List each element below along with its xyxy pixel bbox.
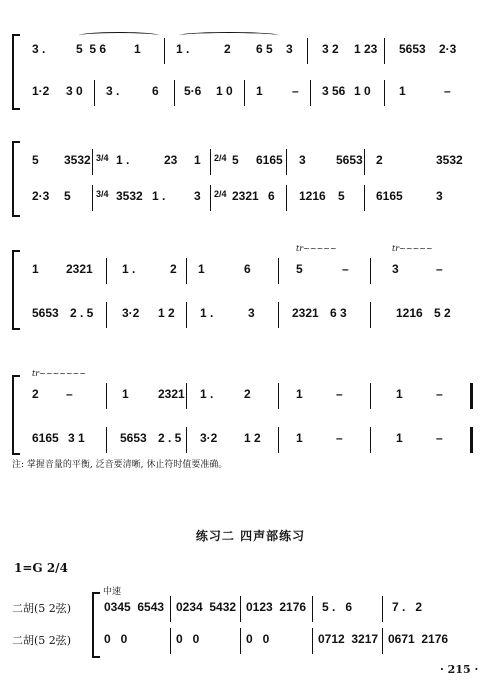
barline	[244, 80, 245, 106]
note: 3532	[116, 189, 143, 203]
note: 5	[32, 153, 39, 167]
note: 2321	[158, 387, 185, 401]
staff-bottom	[24, 80, 481, 106]
note: 1	[399, 84, 406, 98]
note: 6165	[256, 153, 283, 167]
note: 1 .	[122, 262, 136, 276]
note: 3·2	[122, 306, 140, 320]
system-brace	[12, 375, 20, 455]
barline	[370, 427, 371, 453]
note: 2	[376, 153, 383, 167]
note: 5 2	[434, 306, 451, 320]
time-signature: 3/4	[96, 153, 109, 163]
note: 6 5	[256, 42, 273, 56]
measure: 0671 2176	[388, 632, 449, 646]
measure: 0234 5432	[176, 600, 237, 614]
note: 2 . 5	[158, 431, 182, 445]
note: 2	[32, 387, 39, 401]
measure: 7 . 2	[392, 600, 423, 614]
note: 2·3	[32, 189, 50, 203]
note: 6	[244, 262, 251, 276]
trill-mark: tr~~~~~~~	[32, 369, 86, 378]
barline	[106, 427, 107, 453]
barline	[286, 185, 287, 211]
note: 5	[232, 153, 239, 167]
note: 1	[296, 431, 303, 445]
note: 5·6	[184, 84, 202, 98]
note: –	[444, 84, 451, 98]
note: 23	[164, 153, 178, 167]
exercise-title: 练习二 四声部练习	[195, 529, 306, 543]
note: 2321	[232, 189, 259, 203]
barline	[384, 38, 385, 64]
note: 5	[296, 262, 303, 276]
note: 1 2	[158, 306, 175, 320]
barline	[370, 258, 371, 284]
key-signature: 1=G 2/4	[14, 561, 68, 575]
barline	[278, 302, 279, 328]
note: 1216	[299, 189, 326, 203]
barline	[310, 80, 311, 106]
note: –	[436, 431, 443, 445]
note: 2	[224, 42, 231, 56]
note: 3 .	[32, 42, 46, 56]
note: 3 .	[106, 84, 120, 98]
note: 2	[244, 387, 251, 401]
note: –	[436, 387, 443, 401]
note: 1 .	[200, 387, 214, 401]
note: 1	[256, 84, 263, 98]
note: 1 .	[152, 189, 166, 203]
note: 3	[299, 153, 306, 167]
barline	[312, 596, 313, 622]
barline	[210, 185, 211, 211]
note: 1	[122, 387, 129, 401]
final-barline	[470, 427, 473, 453]
note: 5 5 6	[76, 42, 107, 56]
note: 1	[396, 387, 403, 401]
note: 3 56	[322, 84, 346, 98]
exercise-system	[0, 590, 501, 660]
note: 1	[198, 262, 205, 276]
time-signature: 3/4	[96, 189, 109, 199]
barline	[364, 149, 365, 175]
note: 3	[436, 189, 443, 203]
barline	[286, 149, 287, 175]
note: 1 .	[200, 306, 214, 320]
barline	[370, 383, 371, 409]
part-label: 二胡(5 2弦)	[12, 634, 72, 647]
measure: 5 . 6	[322, 600, 353, 614]
note: 1216	[396, 306, 423, 320]
barline	[370, 302, 371, 328]
barline	[240, 596, 241, 622]
trill-mark: tr~~~~~	[392, 244, 433, 253]
time-signature: 2/4	[214, 189, 227, 199]
note: 5653	[120, 431, 147, 445]
barline	[240, 628, 241, 654]
barline	[278, 258, 279, 284]
part-1-staff	[100, 596, 481, 622]
barline	[94, 80, 95, 106]
note: –	[336, 431, 343, 445]
staff-bottom	[24, 302, 481, 328]
note: 3	[248, 306, 255, 320]
measure: 0712 3217	[318, 632, 379, 646]
barline	[174, 80, 175, 106]
barline	[92, 185, 93, 211]
part-2-staff	[100, 628, 481, 654]
note: 1·2	[32, 84, 50, 98]
time-signature: 2/4	[214, 153, 227, 163]
note: 6165	[32, 431, 59, 445]
note: 5	[338, 189, 345, 203]
barline	[364, 185, 365, 211]
barline	[382, 596, 383, 622]
note: 6165	[376, 189, 403, 203]
note: 3	[286, 42, 293, 56]
note: 1 2	[244, 431, 261, 445]
barline	[278, 383, 279, 409]
note: 5653	[399, 42, 426, 56]
note: 3	[194, 189, 201, 203]
slur	[179, 32, 279, 39]
part-label: 二胡(5 2弦)	[12, 602, 72, 615]
staff-bottom	[24, 185, 481, 211]
note: 1 23	[354, 42, 378, 56]
note: 1 0	[216, 84, 233, 98]
note: –	[292, 84, 299, 98]
note: 3532	[436, 153, 463, 167]
note: 5	[64, 189, 71, 203]
note: 3 2	[322, 42, 339, 56]
note: 1	[194, 153, 201, 167]
measure: 0345 6543	[104, 600, 165, 614]
footnote: 注: 掌握音量的平衡, 泛音要清晰, 休止符时值要准确。	[12, 460, 228, 470]
score-system-2	[0, 135, 501, 215]
note: 2·3	[439, 42, 457, 56]
note: 3532	[64, 153, 91, 167]
measure: 0 0	[246, 632, 270, 646]
tempo-marking: 中速	[103, 587, 122, 597]
measure: 0 0	[104, 632, 128, 646]
barline	[312, 628, 313, 654]
barline	[278, 427, 279, 453]
barline	[307, 38, 308, 64]
note: –	[436, 262, 443, 276]
slur	[79, 32, 159, 39]
barline	[106, 258, 107, 284]
note: 5653	[336, 153, 363, 167]
score-system-1	[0, 28, 501, 108]
note: 1 .	[116, 153, 130, 167]
measure: 0 0	[176, 632, 200, 646]
barline	[210, 149, 211, 175]
staff-top	[24, 369, 481, 409]
score-system-3	[0, 230, 501, 330]
system-brace	[12, 141, 20, 217]
barline	[186, 258, 187, 284]
final-barline	[470, 383, 473, 409]
barline	[170, 628, 171, 654]
note: 1	[32, 262, 39, 276]
staff-top	[24, 244, 481, 284]
note: 5653	[32, 306, 59, 320]
note: 3·2	[200, 431, 218, 445]
note: 2	[170, 262, 177, 276]
note: 1	[134, 42, 141, 56]
barline	[106, 383, 107, 409]
note: 1	[396, 431, 403, 445]
page-number: · 215 ·	[440, 663, 479, 676]
barline	[186, 383, 187, 409]
note: 3 1	[68, 431, 85, 445]
barline	[92, 149, 93, 175]
trill-mark: tr~~~~~	[296, 244, 337, 253]
note: 1 0	[354, 84, 371, 98]
note: –	[336, 387, 343, 401]
staff-top	[24, 149, 481, 175]
barline	[186, 302, 187, 328]
note: 1 .	[176, 42, 190, 56]
note: 6	[152, 84, 159, 98]
note: 3 0	[66, 84, 83, 98]
measure: 0123 2176	[246, 600, 307, 614]
barline	[384, 80, 385, 106]
staff-bottom	[24, 427, 481, 453]
barline	[382, 628, 383, 654]
system-brace	[12, 34, 20, 110]
note: 2321	[66, 262, 93, 276]
note: 1	[296, 387, 303, 401]
system-brace	[12, 250, 20, 330]
barline	[164, 38, 165, 64]
note: 3	[392, 262, 399, 276]
note: 2321	[292, 306, 319, 320]
score-system-4	[0, 355, 501, 455]
note: 6 3	[330, 306, 347, 320]
barline	[106, 302, 107, 328]
note: –	[66, 387, 73, 401]
system-brace	[92, 592, 100, 658]
note: 6	[268, 189, 275, 203]
barline	[170, 596, 171, 622]
staff-top	[24, 38, 481, 64]
barline	[186, 427, 187, 453]
note: –	[342, 262, 349, 276]
note: 2 . 5	[70, 306, 94, 320]
